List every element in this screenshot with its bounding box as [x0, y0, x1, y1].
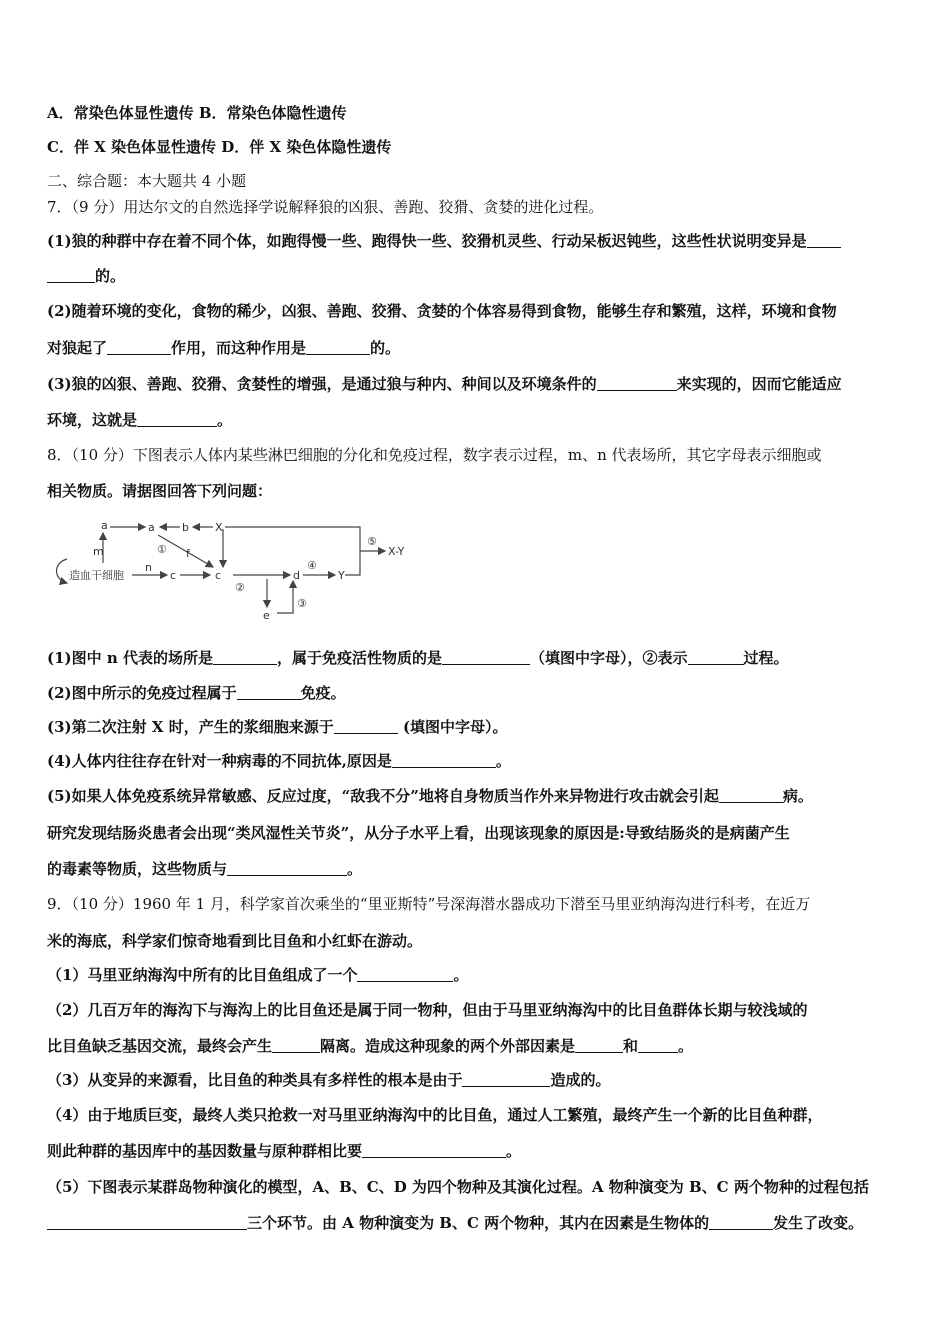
label-x: X — [215, 521, 223, 534]
self-renewal-arrow — [57, 559, 68, 583]
answer-blank[interactable] — [237, 684, 301, 700]
label-step3: ③ — [297, 597, 307, 610]
question-9-title: 9．（10 分）1960 年 1 月，科学家首次乘坐的“里亚斯特”号深海潜水器成功下潜至马里亚纳海沟进行科考，在近万 — [47, 895, 811, 913]
q8-part3: (3)第二次注射 X 时，产生的浆细胞来源于 (填图中字母）。 — [47, 718, 508, 736]
answer-blank[interactable] — [638, 1037, 678, 1053]
q8-part5-end: 的毒素等物质，这些物质与 。 — [47, 860, 363, 878]
q7-part2-cont: 对狼起了 作用，而这种作用是 的。 — [47, 339, 401, 357]
q9-part4: （4）由于地质巨变，最终人类只抢救一对马里亚纳海沟中的比目鱼，通过人工繁殖，最终产生一个新的比目鱼种群， — [47, 1106, 823, 1124]
answer-blank[interactable] — [709, 1214, 773, 1230]
answer-blank[interactable] — [306, 339, 370, 355]
answer-blank[interactable] — [688, 649, 744, 665]
q7-part1-cont: 的。 — [47, 266, 907, 286]
q7-part2: (2)随着环境的变化，食物的稀少，凶狠、善跑、狡猾、贪婪的个体容易得到食物，能够生存和繁殖，这样，环境和食物 — [47, 302, 837, 320]
question-8-title: 8．（10 分）下图表示人体内某些淋巴细胞的分化和免疫过程，数字表示过程，m、n 代表场所，其它字母表示细胞或 — [47, 446, 822, 464]
connector-y-x — [225, 527, 360, 575]
answer-blank[interactable] — [462, 1071, 550, 1087]
answer-blank[interactable] — [357, 966, 453, 982]
q9-part3: （3）从变异的来源看，比目鱼的种类具有多样性的根本是由于 造成的。 — [47, 1071, 611, 1089]
answer-blank[interactable] — [442, 649, 530, 665]
label-b: b — [182, 521, 189, 534]
q7-part1: (1)狼的种群中存在着不同个体，如跑得慢一些、跑得快一些、狡猾机灵些、行动呆板迟钝些，这些性状说明变异是 — [47, 231, 907, 251]
answer-blank[interactable] — [807, 232, 841, 248]
q8-part5-cont: 研究发现结肠炎患者会出现“类风湿性关节炎”，从分子水平上看，出现该现象的原因是:导致结肠炎的是病菌产生 — [47, 824, 790, 842]
answer-blank[interactable] — [213, 649, 277, 665]
answer-blank[interactable] — [334, 718, 398, 734]
label-m: m — [93, 545, 104, 558]
label-step4: ④ — [307, 559, 317, 572]
answer-blank[interactable] — [137, 411, 217, 427]
answer-blank[interactable] — [107, 339, 171, 355]
q9-part4-cont: 则此种群的基因库中的基因数量与原种群相比要 。 — [47, 1142, 522, 1160]
option-line-cd: C．伴 X 染色体显性遗传 D．伴 X 染色体隐性遗传 — [47, 138, 392, 156]
label-f: f — [186, 547, 190, 560]
label-c1: c — [170, 569, 177, 582]
label-e: e — [263, 609, 270, 622]
q8-part1: (1)图中 n 代表的场所是 ，属于免疫活性物质的是 （填图中字母），②表示 过程。 — [47, 649, 789, 667]
answer-blank[interactable] — [597, 375, 677, 391]
question-7-title: 7．（9 分）用达尔文的自然选择学说解释狼的凶狠、善跑、狡猾、贪婪的进化过程。 — [47, 198, 604, 216]
answer-blank[interactable] — [227, 860, 347, 876]
label-d: d — [293, 569, 300, 582]
label-a2: a — [148, 521, 155, 534]
label-step1: ① — [157, 543, 167, 556]
section-heading: 二、综合题：本大题共 4 小题 — [47, 172, 247, 190]
q8-intro: 相关物质。请据图回答下列问题： — [47, 482, 273, 500]
immune-process-diagram — [55, 515, 435, 623]
q8-part5: (5)如果人体免疫系统异常敏感、反应过度，“敌我不分”地将自身物质当作外来异物进行攻击就会引起 病。 — [47, 787, 813, 805]
answer-blank[interactable] — [392, 752, 496, 768]
label-c2: c — [215, 569, 222, 582]
answer-blank[interactable] — [719, 787, 783, 803]
q7-part3-cont: 环境，这就是 。 — [47, 411, 233, 429]
answer-blank[interactable] — [47, 267, 95, 283]
q7-part3: (3)狼的凶狠、善跑、狡猾、贪婪性的增强，是通过狼与种内、种间以及环境条件的 来实现的，因而它能适应 — [47, 375, 842, 393]
q9-part2: （2）几百万年的海沟下与海沟上的比目鱼还是属于同一物种，但由于马里亚纳海沟中的比目鱼群体长期与较浅域的 — [47, 1001, 808, 1019]
answer-blank[interactable] — [575, 1037, 623, 1053]
q9-part5-cont: 三个环节。由 A 物种演变为 B、C 两个物种，其内在因素是生物体的 发生了改变。 — [47, 1213, 907, 1233]
answer-blank[interactable] — [47, 1214, 247, 1230]
arrow-e-d — [277, 581, 293, 613]
option-line-ab: A．常染色体显性遗传 B．常染色体隐性遗传 — [47, 104, 347, 122]
q9-part5: （5）下图表示某群岛物种演化的模型，A、B、C、D 为四个物种及其演化过程。A 物种演变为 B、C 两个物种的过程包括 — [47, 1178, 869, 1196]
q8-part4: (4)人体内往往存在针对一种病毒的不同抗体,原因是 。 — [47, 752, 511, 770]
q9-part2-cont: 比目鱼缺乏基因交流，最终会产生 隔离。造成这种现象的两个外部因素是 和 。 — [47, 1037, 694, 1055]
label-y: Y — [338, 569, 345, 582]
label-stem-cell: 造血干细胞 — [69, 569, 124, 582]
answer-blank[interactable] — [272, 1037, 320, 1053]
q8-part2: (2)图中所示的免疫过程属于 免疫。 — [47, 684, 346, 702]
label-a1: a — [101, 519, 108, 532]
label-step2: ② — [235, 581, 245, 594]
label-step5: ⑤ — [367, 535, 377, 548]
label-xy: X-Y — [388, 545, 405, 558]
q9-part1: （1）马里亚纳海沟中所有的比目鱼组成了一个 。 — [47, 966, 469, 984]
q9-intro: 米的海底，科学家们惊奇地看到比目鱼和小红虾在游动。 — [47, 932, 423, 950]
answer-blank[interactable] — [362, 1142, 506, 1158]
label-n: n — [145, 561, 152, 574]
